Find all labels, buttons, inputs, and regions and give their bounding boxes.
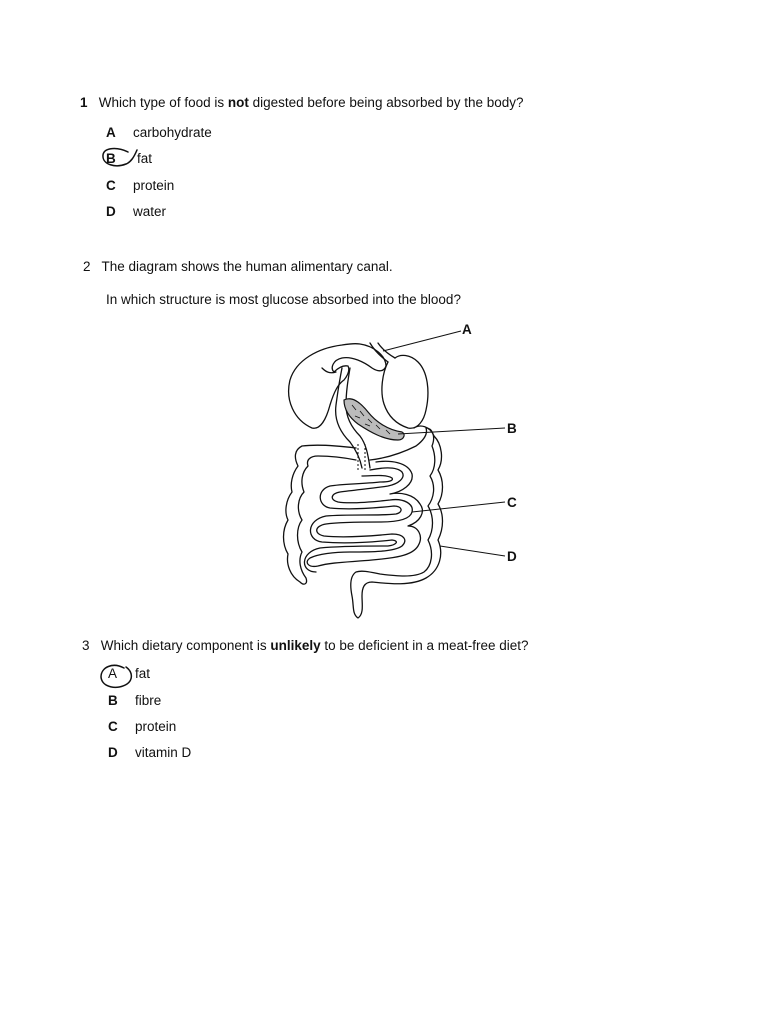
q3-option-d-letter: D [108,745,118,760]
small-intestine [307,461,422,566]
question-3-text-after: to be deficient in a meat-free diet? [320,638,529,653]
q3-option-c-text: protein [135,719,177,734]
q1-option-a-text: carbohydrate [133,125,212,140]
question-1-text-before: Which type of food is [98,95,228,110]
q1-option-d-text: water [133,204,167,219]
diagram-label-d: D [507,549,517,564]
diagram-label-c: C [507,495,517,510]
leader-line-b [398,428,505,434]
q1-option-b-text: fat [137,151,153,166]
q1-option-b-letter: B [106,151,116,166]
question-2-number: 2 [83,259,91,274]
q1-option-d-letter: D [106,204,116,219]
question-2-question: In which structure is most glucose absorbed into the blood? [106,292,461,307]
q1-option-c-text: protein [133,178,175,193]
q3-option-b-letter: B [108,693,118,708]
q3-option-a-text: fat [135,666,151,681]
question-1-text-bold: not [227,95,249,110]
q3-option-d-text: vitamin D [135,745,192,760]
q3-option-c-letter: C [108,719,118,734]
question-3-text-bold: unlikely [270,638,321,653]
leader-line-a [383,331,461,351]
q3-option-b-text: fibre [135,693,162,708]
question-1-text-after: digested before being absorbed by the body? [248,95,524,110]
leader-line-c [412,502,505,512]
question-1-number: 1 [80,95,88,110]
q1-option-c-letter: C [106,178,116,193]
question-2-intro-text: The diagram shows the human alimentary canal. [101,259,393,274]
q1-option-a-letter: A [106,125,116,140]
q3-option-a-letter: A [108,666,118,681]
diagram-label-b: B [507,421,517,436]
stomach [382,355,428,428]
oesophagus [370,343,395,362]
question-3-text-before: Which dietary component is [100,638,271,653]
question-3-number: 3 [82,638,90,653]
gall-bladder [322,368,336,373]
diagram-label-a: A [462,322,472,337]
leader-line-d [440,546,505,556]
pancreas [344,399,404,440]
